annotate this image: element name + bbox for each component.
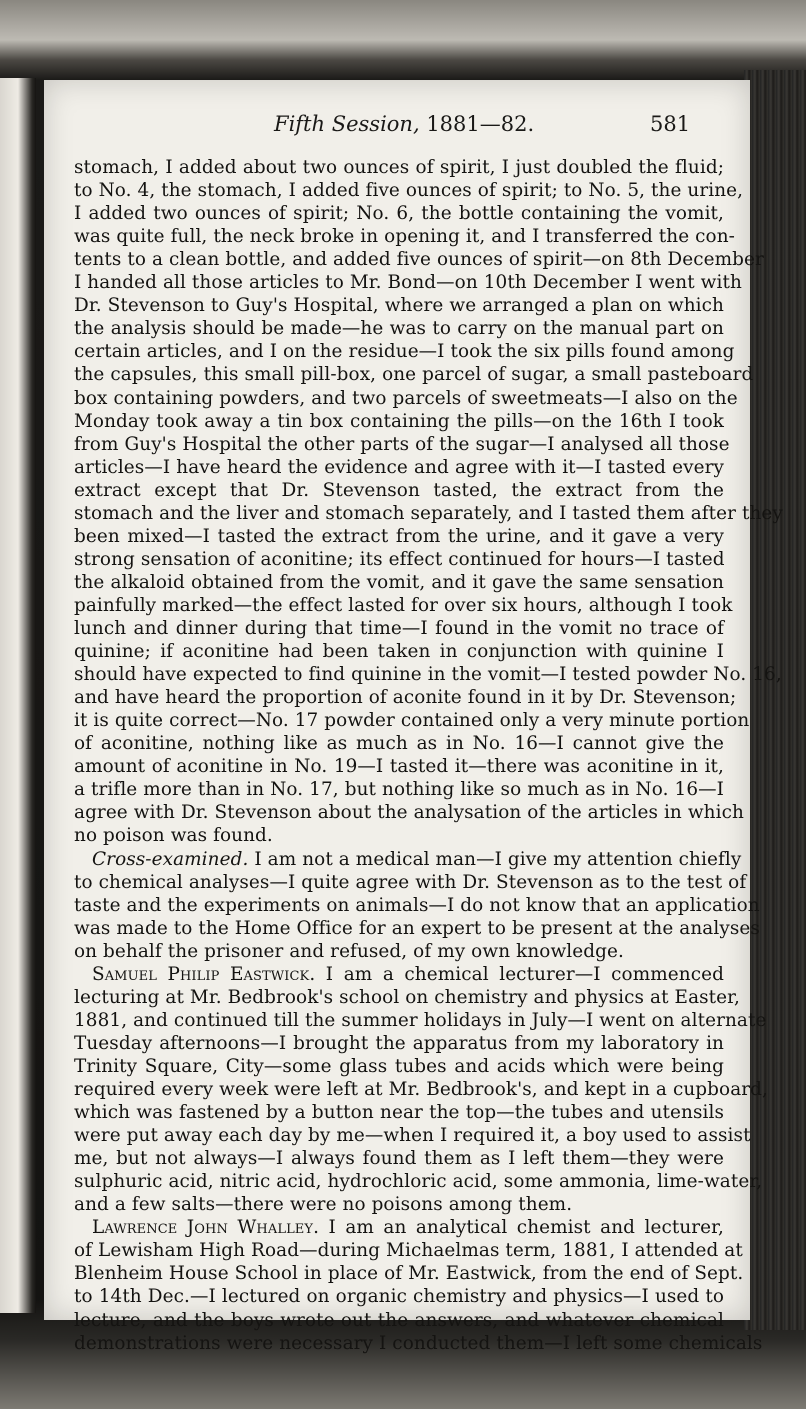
line-text: Trinity Square, City—some glass tubes and acids which were being — [74, 1055, 724, 1077]
text-line — [74, 732, 724, 755]
text-line — [74, 363, 754, 386]
text-line — [74, 179, 744, 202]
text-line — [74, 502, 783, 525]
text-line — [74, 801, 744, 824]
running-title — [274, 112, 534, 136]
text-line — [74, 156, 724, 179]
text-line — [74, 1147, 724, 1170]
line-text: on behalf the prisoner and refused, of my own knowledge. — [74, 940, 624, 962]
text-line — [74, 1262, 744, 1285]
book-page — [44, 80, 783, 1354]
text-line — [74, 663, 782, 686]
text-line — [74, 871, 747, 894]
line-text: was quite full, the neck broke in opening it, and I transferred the con- — [74, 226, 735, 248]
cross-examined-label: Cross-examined. — [92, 848, 249, 870]
line-text: I am not a medical man—I give my attention chiefly — [248, 848, 742, 870]
cross-examination-line — [92, 848, 742, 871]
text-line — [74, 1055, 724, 1078]
line-text: the alkaloid obtained from the vomit, and it gave the same sensation — [74, 571, 724, 593]
text-line — [74, 778, 724, 801]
line-text: lecture, and the boys wrote out the answers, and whatever chemical — [74, 1309, 724, 1331]
text-line — [74, 294, 724, 317]
text-line — [74, 824, 724, 847]
text-line — [74, 479, 724, 502]
line-text: Blenheim House School in place of Mr. Eastwick, from the end of Sept. — [74, 1263, 744, 1285]
witness-name-eastwick: Samuel Philip Eastwick. — [92, 963, 316, 985]
text-line — [74, 917, 760, 940]
text-line — [74, 1285, 724, 1308]
facing-page-edge — [0, 78, 36, 1313]
text-line — [74, 340, 735, 363]
line-text: the analysis should be made—he was to carry on the manual part on — [74, 318, 724, 340]
line-text: I handed all those articles to Mr. Bond—on 10th December I went with — [74, 272, 742, 294]
text-line — [74, 594, 733, 617]
line-text: were put away each day by me—when I required it, a boy used to assist — [74, 1125, 751, 1147]
text-line — [74, 410, 724, 433]
line-text: tents to a clean bottle, and added five ounces of spirit—on 8th December — [74, 249, 764, 271]
running-title-year: 1881—82. — [419, 112, 535, 136]
line-text: taste and the experiments on animals—I do not know that an application — [74, 894, 760, 916]
text-line — [74, 1239, 743, 1262]
text-line — [74, 640, 724, 663]
line-text: to No. 4, the stomach, I added five ounces of spirit; to No. 5, the urine, — [74, 180, 744, 202]
line-text: 1881, and continued till the summer holidays in July—I went on alternate — [74, 1009, 767, 1031]
line-text: stomach, I added about two ounces of spirit, I just doubled the fluid; — [74, 157, 724, 178]
line-text: box containing powders, and two parcels of sweetmeats—I also on the — [74, 387, 738, 409]
line-text: the capsules, this small pill-box, one parcel of sugar, a small pasteboard — [74, 364, 754, 386]
line-text: of Lewisham High Road—during Michaelmas term, 1881, I attended at — [74, 1240, 743, 1262]
text-line — [74, 1193, 724, 1216]
line-text: and a few salts—there were no poisons among them. — [74, 1194, 573, 1216]
line-text: which was fastened by a button near the top—the tubes and utensils — [74, 1102, 724, 1124]
running-header — [44, 112, 750, 142]
running-title-session: Fifth Session, — [274, 112, 420, 136]
line-text: I am a chemical lecturer—I commenced — [315, 963, 724, 985]
text-line — [74, 225, 735, 248]
line-text: of aconitine, nothing like as much as in No. 16—I cannot give the — [74, 733, 724, 755]
page-number: 581 — [650, 112, 691, 136]
line-text: been mixed—I tasted the extract from the urine, and it gave a very — [74, 525, 724, 547]
line-text: a trifle more than in No. 17, but nothing like so much as in No. 16—I — [74, 779, 724, 801]
text-line — [74, 986, 740, 1009]
text-line — [74, 940, 724, 963]
line-text: I am an analytical chemist and lecturer, — [319, 1217, 724, 1239]
line-text: no poison was found. — [74, 825, 273, 847]
line-text: agree with Dr. Stevenson about the analysation of the articles in which — [74, 802, 744, 824]
line-text: to chemical analyses—I quite agree with Dr. Stevenson as to the test of — [74, 871, 747, 893]
line-text: I added two ounces of spirit; No. 6, the bottle containing the vomit, — [74, 203, 724, 225]
text-line — [74, 617, 724, 640]
text-line — [74, 709, 750, 732]
text-line — [74, 571, 724, 594]
line-text: painfully marked—the effect lasted for over six hours, although I took — [74, 594, 733, 616]
line-text: me, but not always—I always found them as I left them—they were — [74, 1148, 724, 1170]
text-line — [74, 1101, 724, 1124]
line-text: Monday took away a tin box containing the pills—on the 16th I took — [74, 410, 724, 432]
text-line — [74, 1170, 763, 1193]
line-text: demonstrations were necessary I conducted them—I left some chemicals — [74, 1332, 763, 1354]
text-line — [74, 894, 760, 917]
text-line — [74, 271, 742, 294]
witness-eastwick-line — [92, 963, 724, 986]
text-line — [74, 387, 738, 410]
witness-name-whalley: Lawrence John Whalley. — [92, 1217, 320, 1239]
line-text: and have heard the proportion of aconite found in it by Dr. Stevenson; — [74, 687, 737, 709]
line-text: required every week were left at Mr. Bedbrook's, and kept in a cupboard, — [74, 1079, 768, 1100]
witness-whalley-line — [92, 1216, 724, 1239]
line-text: was made to the Home Office for an expert to be present at the analyses — [74, 917, 760, 939]
text-line — [74, 548, 724, 571]
line-text: it is quite correct—No. 17 powder contained only a very minute portion — [74, 710, 750, 732]
line-text: sulphuric acid, nitric acid, hydrochloric acid, some ammonia, lime-water, — [74, 1171, 763, 1193]
text-line — [74, 1332, 763, 1355]
line-text: amount of aconitine in No. 19—I tasted it—there was aconitine in it, — [74, 756, 724, 778]
text-line — [74, 1309, 724, 1332]
text-line — [74, 317, 724, 340]
line-text: Dr. Stevenson to Guy's Hospital, where we arranged a plan on which — [74, 295, 724, 317]
text-line — [74, 1078, 768, 1101]
text-line — [74, 456, 724, 479]
text-line — [74, 1009, 767, 1032]
text-line — [74, 202, 724, 225]
line-text: should have expected to find quinine in the vomit—I tested powder No. 16, — [74, 664, 782, 686]
text-line — [74, 1032, 724, 1055]
line-text: Tuesday afternoons—I brought the apparatus from my laboratory in — [74, 1032, 724, 1054]
line-text: from Guy's Hospital the other parts of the sugar—I analysed all those — [74, 433, 730, 455]
line-text: strong sensation of aconitine; its effect continued for hours—I tasted — [74, 548, 725, 570]
text-line — [74, 686, 737, 709]
line-text: quinine; if aconitine had been taken in conjunction with quinine I — [74, 641, 724, 663]
line-text: extract except that Dr. Stevenson tasted, the extract from the — [74, 479, 724, 501]
line-text: articles—I have heard the evidence and agree with it—I tasted every — [74, 456, 724, 478]
text-line — [74, 433, 730, 456]
line-text: to 14th Dec.—I lectured on organic chemistry and physics—I used to — [74, 1286, 724, 1308]
text-line — [74, 525, 724, 548]
line-text: certain articles, and I on the residue—I took the six pills found among — [74, 341, 735, 363]
line-text: lunch and dinner during that time—I found in the vomit no trace of — [74, 618, 724, 639]
line-text: lecturing at Mr. Bedbrook's school on chemistry and physics at Easter, — [74, 986, 740, 1008]
text-line — [74, 755, 724, 778]
text-line — [74, 1124, 751, 1147]
line-text: stomach and the liver and stomach separately, and I tasted them after they — [74, 502, 783, 524]
text-line — [74, 248, 764, 271]
